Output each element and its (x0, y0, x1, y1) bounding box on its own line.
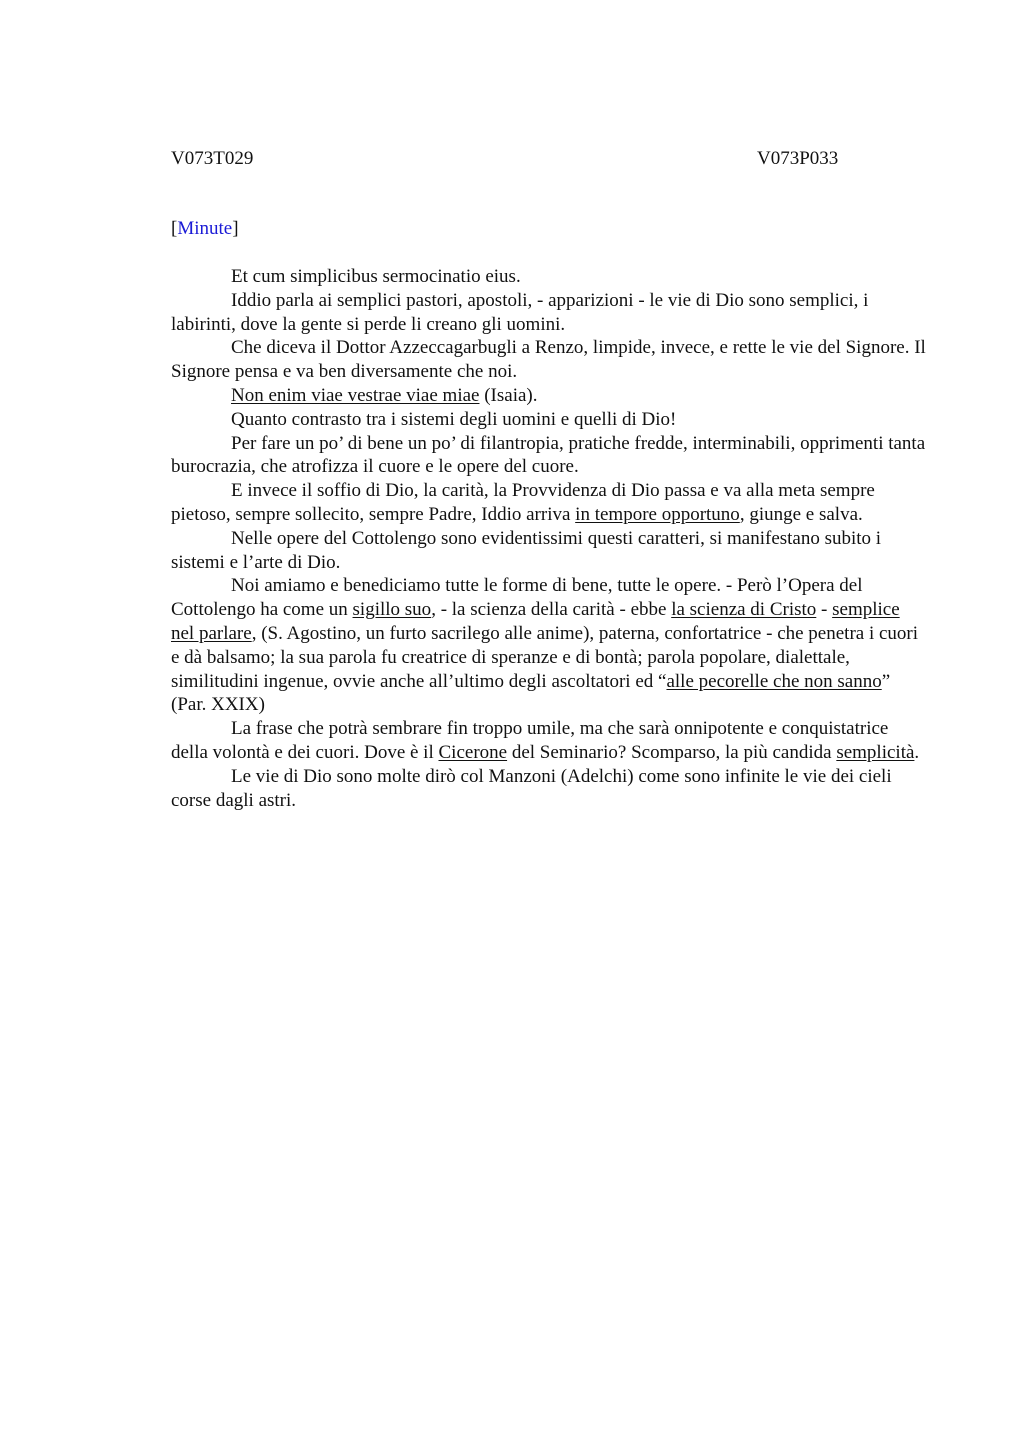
text-span: E invece il soffio di Dio, la carità, la Provvidenza di Dio passa e va alla meta sempre pietoso, sempre sollecito, sempre Padre, Iddio arriva (171, 480, 875, 525)
document-code-right: V073P033 (757, 148, 839, 169)
paragraph-2: Iddio parla ai semplici pastori, apostoli, - apparizioni - le vie di Dio sono semplici, i labirinti, dove la gente si perde li creano gli uomini. (171, 289, 869, 335)
paragraph-4 (171, 384, 926, 408)
text-span: - (816, 599, 833, 621)
paragraph-8: Nelle opere del Cottolengo sono evidentissimi questi caratteri, si manifestano subito i sistemi e l’arte di Dio. (171, 527, 882, 573)
paragraph-7 (171, 479, 926, 527)
text-span: ” (Par. XXIX) (171, 670, 891, 716)
underlined-phrase: alle pecorelle che non sanno (666, 670, 882, 692)
underlined-phrase: Cicerone (438, 741, 508, 763)
paragraph-10 (171, 717, 926, 765)
text-span: , (S. Agostino, un furto sacrilego alle anime), paterna, confortatrice - che penetra i cuori e dà balsamo; la sua parola fu creatrice di speranze e di bontà; parola popolare, dialettale, similitudini ingenue, ovvie anche all’ultimo degli ascoltatori ed “ (171, 622, 919, 692)
paragraph-6: Per fare un po’ di bene un po’ di filantropia, pratiche fredde, interminabili, opprimenti tanta burocrazia, che atrofizza il cuore e le opere del cuore. (171, 432, 926, 478)
underlined-phrase: la scienza di Cristo (671, 599, 817, 621)
paragraph-3: Che diceva il Dottor Azzeccagarbugli a Renzo, limpide, invece, e rette le vie del Signore. Il Signore pensa e va ben diversamente che noi. (171, 337, 926, 383)
document-code-left: V073T029 (171, 148, 254, 169)
text-span: del Seminario? Scomparso, la più candida (507, 741, 837, 763)
text-span: Noi amiamo e benediciamo tutte le forme di bene, tutte le opere. - Però l’Opera del Cottolengo ha come un (171, 575, 863, 621)
text-span: (Isaia). (479, 384, 538, 406)
underlined-phrase: sigillo suo (352, 599, 432, 621)
minute-link[interactable]: Minute (177, 218, 233, 239)
open-bracket: [ (171, 218, 178, 239)
underlined-phrase: in tempore opportuno (575, 503, 740, 525)
paragraph-1: Et cum simplicibus sermocinatio eius. (231, 266, 521, 287)
close-bracket: ] (232, 218, 239, 239)
paragraph-5: Quanto contrasto tra i sistemi degli uomini e quelli di Dio! (231, 408, 677, 430)
underlined-phrase: semplicità (836, 741, 915, 763)
text-span: La frase che potrà sembrare fin troppo umile, ma che sarà onnipotente e conquistatrice della volontà e dei cuori. Dove è il (171, 718, 889, 763)
text-span: , giunge e salva. (739, 503, 863, 525)
text-span: . (914, 741, 920, 763)
paragraph-9 (171, 574, 926, 717)
document-body (171, 265, 926, 812)
underlined-phrase: semplice nel parlare (171, 599, 900, 644)
text-span: , - la scienza della carità - ebbe (431, 599, 672, 621)
document-header (171, 146, 926, 172)
paragraph-11: Le vie di Dio sono molte dirò col Manzoni (Adelchi) come sono infinite le vie dei cieli corse dagli astri. (171, 765, 892, 811)
section-label (171, 216, 239, 242)
underlined-quote: Non enim viae vestrae viae miae (231, 384, 480, 406)
